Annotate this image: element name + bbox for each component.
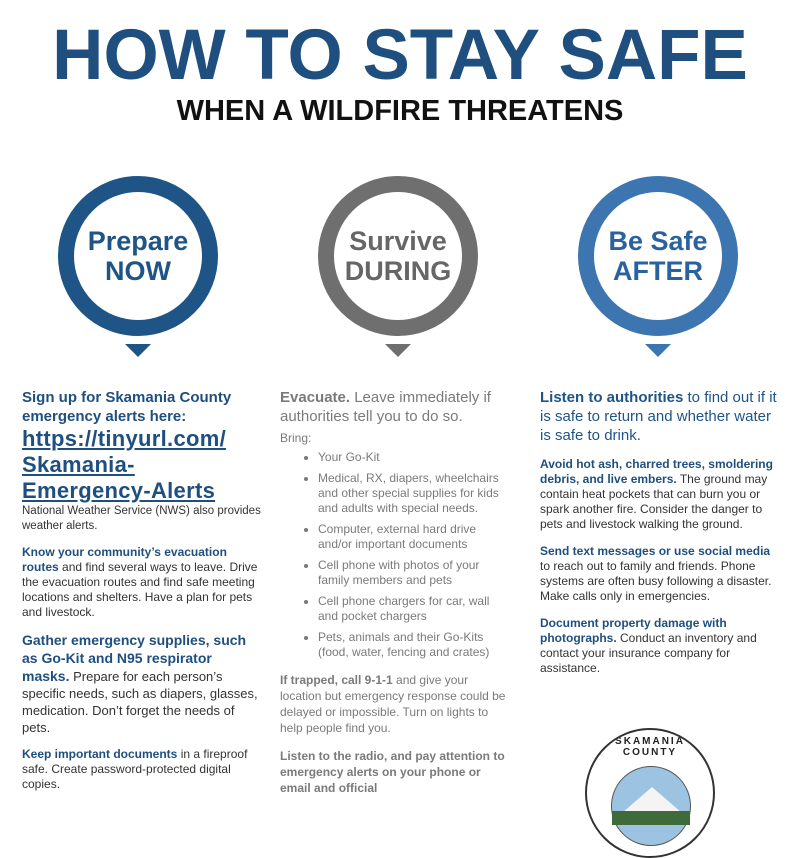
alerts-heading: Sign up for Skamania County emergency alerts here: [22, 389, 232, 425]
evacuation-routes-text [22, 545, 262, 620]
section-bold: Avoid hot ash, charred trees, smoldering debris, and live embers. [540, 457, 773, 486]
list-item: • Computer, external hard drive and/or important documents [318, 522, 510, 552]
evacuate-text [280, 388, 510, 426]
list-item: • Your Go-Kit [318, 450, 510, 465]
authorities-text [540, 388, 780, 445]
list-item: • Cell phone chargers for car, wall and pocket chargers [318, 594, 510, 624]
bring-list [280, 450, 510, 660]
section-text: Prepare for each person’s specific needs, such as diapers, glasses, medication. Don’t forget the needs of pets. [22, 669, 258, 735]
circle-label: Be Safe [608, 226, 708, 256]
section-text: in a fireproof safe. Create password-protected digital copies. [22, 747, 248, 791]
section-bold: Know your community’s evacuation routes [22, 545, 227, 574]
page-subtitle: WHEN A WILDFIRE THREATENS [176, 95, 624, 127]
emergency-supplies-text [22, 631, 262, 736]
circle-label: DURING [344, 256, 452, 286]
chevron-down-icon [385, 344, 411, 357]
chevron-down-icon [645, 344, 671, 357]
section-text: and find several ways to leave. Drive the evacuation routes and find safe meeting locations and shelters. Have a plan for pets and livestock. [22, 560, 258, 619]
trapped-text [280, 672, 510, 736]
list-item: • Pets, animals and their Go-Kits (food, water, fencing and crates) [318, 630, 510, 660]
section-bold: Listen to authorities [540, 389, 684, 406]
circle-label: Prepare [87, 226, 189, 256]
list-item: • Medical, RX, diapers, wheelchairs and other special supplies for kids and adults with special needs. [318, 471, 510, 516]
section-bold: Keep important documents [22, 747, 178, 761]
seal-text: SKAMANIA COUNTY [615, 736, 685, 758]
section-bold: Document property damage with photographs. [540, 616, 727, 645]
be-safe-after-circle [578, 176, 738, 336]
section-bold: If trapped, call 9-1-1 [280, 673, 393, 687]
section-text: Leave immediately if authorities tell you to do so. [280, 389, 491, 425]
after-column [540, 388, 780, 676]
survive-during-circle [318, 176, 478, 336]
alerts-link[interactable]: https://tinyurl.com/ Skamania- Emergency-Alerts [22, 426, 226, 503]
important-documents-text [22, 747, 262, 792]
circle-label: AFTER [613, 256, 703, 286]
circle-label: Survive [349, 226, 447, 256]
property-damage-text [540, 616, 780, 676]
treeline [612, 811, 690, 825]
mountain-peak [622, 787, 682, 813]
mountain-icon [611, 766, 691, 846]
prepare-now-circle [58, 176, 218, 336]
section-bold: Evacuate. [280, 389, 351, 406]
bring-label: Bring: [280, 431, 312, 445]
section-text: to reach out to family and friends. Phone systems are often busy following a disaster. Make calls only in emergencies. [540, 559, 772, 603]
circle-label: NOW [105, 256, 171, 286]
chevron-down-icon [125, 344, 151, 357]
radio-text: Listen to the radio, and pay attention to emergency alerts on your phone or email and official [280, 749, 505, 795]
survive-column [280, 388, 510, 796]
hot-ash-text [540, 457, 780, 532]
prepare-column [22, 388, 262, 792]
text-messages-text [540, 544, 780, 604]
county-seal-logo [585, 728, 715, 858]
list-item: • Cell phone with photos of your family members and pets [318, 558, 510, 588]
nws-note: National Weather Service (NWS) also provides weather alerts. [22, 505, 261, 532]
section-bold: Gather emergency supplies, such as Go-Kit and N95 respirator masks. [22, 632, 247, 684]
page-title: HOW TO STAY SAFE [52, 16, 748, 95]
section-text: Conduct an inventory and contact your insurance company for assistance. [540, 631, 757, 675]
section-text: to find out if it is safe to return and whether water is safe to drink. [540, 389, 777, 444]
section-text: The ground may contain heat pockets that can burn you or spark another fire. Consider the danger to pets and livestock walking the ground. [540, 472, 768, 531]
section-bold: Send text messages or use social media [540, 544, 771, 558]
section-text: and give your location but emergency response could be delayed or impossible. Turn on lights to help people find you. [280, 673, 506, 735]
